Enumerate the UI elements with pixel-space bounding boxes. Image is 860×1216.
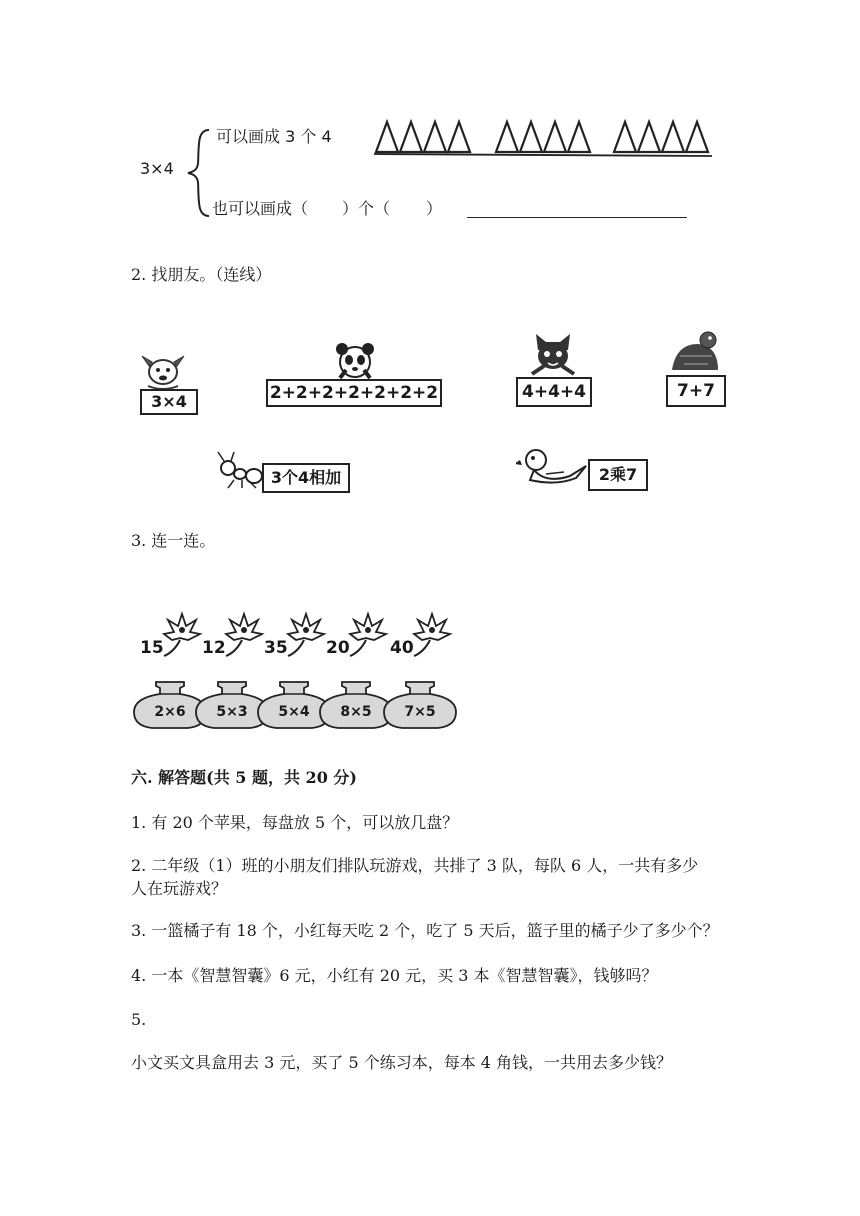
- triangle-mark: [496, 122, 518, 152]
- triangle-mark: [424, 122, 446, 152]
- q1-line2-prefix: 也可以画成（: [212, 199, 309, 218]
- panda-icon: [332, 340, 378, 382]
- section6-heading: 六. 解答题(共 5 题，共 20 分): [131, 768, 357, 787]
- turtle-icon: [668, 330, 724, 376]
- triangle-mark: [520, 122, 542, 152]
- q1-line2-mid: ）个（: [342, 199, 391, 218]
- problem-5-text: 小文买文具盒用去 3 元，买了 5 个练习本，每本 4 角钱，一共用去多少钱？: [131, 1053, 673, 1072]
- triangle-drawing: [370, 116, 715, 162]
- vase-expression: 2×6: [154, 704, 186, 720]
- q1-line1: 可以画成 3 个 4: [216, 127, 332, 146]
- vase-expression: 7×5: [404, 704, 436, 720]
- card-6[interactable]: 2乘7: [588, 459, 648, 491]
- dog-icon: [138, 348, 188, 390]
- problem-4: 4. 一本《智慧智囊》6 元，小红有 20 元，买 3 本《智慧智囊》，钱够吗？: [131, 966, 658, 985]
- problem-3: 3. 一篮橘子有 18 个，小红每天吃 2 个，吃了 5 天后，篮子里的橘子少了多少个？: [131, 921, 719, 940]
- flower-card[interactable]: [326, 610, 390, 660]
- triangle-mark: [544, 122, 566, 152]
- flower-number: 15: [140, 638, 164, 658]
- vase-expression: 5×3: [216, 704, 248, 720]
- triangle-mark: [638, 122, 660, 152]
- cat-icon: [528, 330, 578, 378]
- flower-number: 12: [202, 638, 226, 658]
- flower-card[interactable]: [140, 610, 204, 660]
- flower-number: 40: [390, 638, 414, 658]
- q1-line2-suffix: ）: [426, 199, 443, 218]
- triangle-mark: [614, 122, 636, 152]
- card-2[interactable]: 2+2+2+2+2+2+2: [266, 379, 442, 407]
- triangle-mark: [686, 122, 708, 152]
- flower-number: 20: [326, 638, 350, 658]
- card-1[interactable]: 3×4: [140, 389, 198, 415]
- flower-card[interactable]: [390, 610, 454, 660]
- vase-expression: 8×5: [340, 704, 372, 720]
- triangle-mark: [662, 122, 684, 152]
- ant-icon: [214, 450, 264, 490]
- card-4[interactable]: 7+7: [666, 375, 726, 407]
- q3-title: 3. 连一连。: [131, 531, 216, 550]
- answer-line[interactable]: [467, 217, 687, 218]
- q1-expression: 3×4: [140, 159, 174, 178]
- flower-card[interactable]: [202, 610, 266, 660]
- flower-card[interactable]: [264, 610, 328, 660]
- card-5[interactable]: 3个4相加: [262, 463, 350, 493]
- flower-number: 35: [264, 638, 288, 658]
- problem-5-number: 5.: [131, 1010, 147, 1029]
- triangle-mark: [376, 122, 398, 152]
- vase-card[interactable]: [382, 680, 458, 730]
- problem-2-line2: 人在玩游戏？: [131, 879, 228, 898]
- brace-icon: [185, 126, 215, 220]
- q2-title: 2. 找朋友。（连线）: [131, 265, 272, 284]
- bird-icon: [516, 446, 588, 486]
- card-3[interactable]: 4+4+4: [516, 377, 592, 407]
- triangle-mark: [400, 122, 422, 152]
- q1-line2: [212, 198, 442, 220]
- vase-expression: 5×4: [278, 704, 310, 720]
- triangle-mark: [448, 122, 470, 152]
- problem-2-line1: 2. 二年级（1）班的小朋友们排队玩游戏，共排了 3 队，每队 6 人，一共有多少: [131, 856, 699, 875]
- triangle-mark: [568, 122, 590, 152]
- triangle-underline: [374, 154, 712, 156]
- problem-1: 1. 有 20 个苹果，每盘放 5 个，可以放几盘？: [131, 813, 459, 832]
